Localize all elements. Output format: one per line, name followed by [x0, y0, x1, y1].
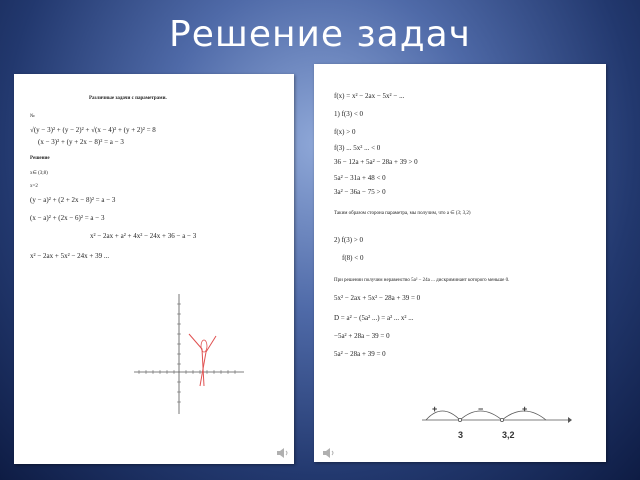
left-label-solution: Решение [30, 156, 50, 161]
coordinate-plot [134, 294, 244, 414]
speaker-icon[interactable] [322, 448, 336, 458]
left-equation-4: (x − a)² + (2x − 6)² = a − 3 [30, 214, 105, 222]
left-equation-6: x² − 2ax + 5x² − 24x + 39 ... [30, 252, 110, 260]
right-line-9: 2) f(3) > 0 [334, 236, 364, 244]
sign-minus: − [478, 404, 484, 414]
plot-ticks [139, 304, 235, 402]
right-line-15: 5a² − 28a + 39 = 0 [334, 350, 386, 358]
right-line-13: D = a² − (5a² ...) = a² ... x² ... [334, 314, 414, 322]
right-line-11: При решении получим неравенство 5a² − 24a ... дискриминант которого меньше 0. [334, 278, 510, 283]
sign-point-label-2: 3,2 [502, 430, 515, 440]
right-line-6: 5a² − 31a + 48 < 0 [334, 174, 386, 182]
sign-chart-point-1 [458, 418, 461, 421]
right-line-7: 3a² − 36a − 75 > 0 [334, 188, 386, 196]
right-line-1: f(x) = x² − 2ax − 5x² − ... [334, 92, 405, 100]
right-line-8: Таким образом сторона параметра, мы получим, что a ∈ (3; 3,2) [334, 211, 471, 216]
left-equation-5: x² − 2ax + a² + 4x² − 24x + 36 − a − 3 [90, 232, 197, 240]
right-line-12: 5x² − 2ax + 5x² − 28a + 39 = 0 [334, 294, 421, 302]
left-label-x: x=2 [30, 184, 38, 189]
left-label-number: № [30, 114, 35, 119]
sign-plus-2: + [522, 404, 528, 414]
slide-title: Решение задач [169, 14, 471, 55]
right-document-page [314, 64, 606, 462]
right-line-3: f(x) > 0 [334, 128, 356, 136]
speaker-icon[interactable] [276, 448, 290, 458]
right-line-5: 36 − 12a + 5a² − 28a + 39 > 0 [334, 158, 418, 166]
sign-chart-arrow [568, 417, 572, 423]
left-label-interval: x∈ (3;8) [30, 171, 48, 176]
right-line-14: −5a² + 28a − 39 = 0 [334, 332, 390, 340]
sign-chart [422, 396, 572, 442]
sign-chart-point-2 [500, 418, 503, 421]
left-equation-3: (y − a)² + (2 + 2x − 8)² = a − 3 [30, 196, 116, 204]
left-equation-1: √(y − 3)² + (y − 2)² + √(x − 4)² + (y + 2)² = 8 [30, 126, 156, 134]
right-line-2: 1) f(3) < 0 [334, 110, 364, 118]
left-page-header: Различные задачи с параметрами. [89, 96, 167, 101]
left-equation-2: (x − 3)² + (y + 2x − 8)² = a − 3 [38, 138, 124, 146]
left-document-page [14, 74, 294, 464]
sign-plus-1: + [432, 404, 438, 414]
plot-red-ellipse [201, 340, 207, 352]
sign-point-label-1: 3 [458, 430, 464, 440]
right-line-4: f(3) ... 5x² ... < 0 [334, 144, 381, 152]
right-line-10: f(8) < 0 [342, 254, 364, 262]
